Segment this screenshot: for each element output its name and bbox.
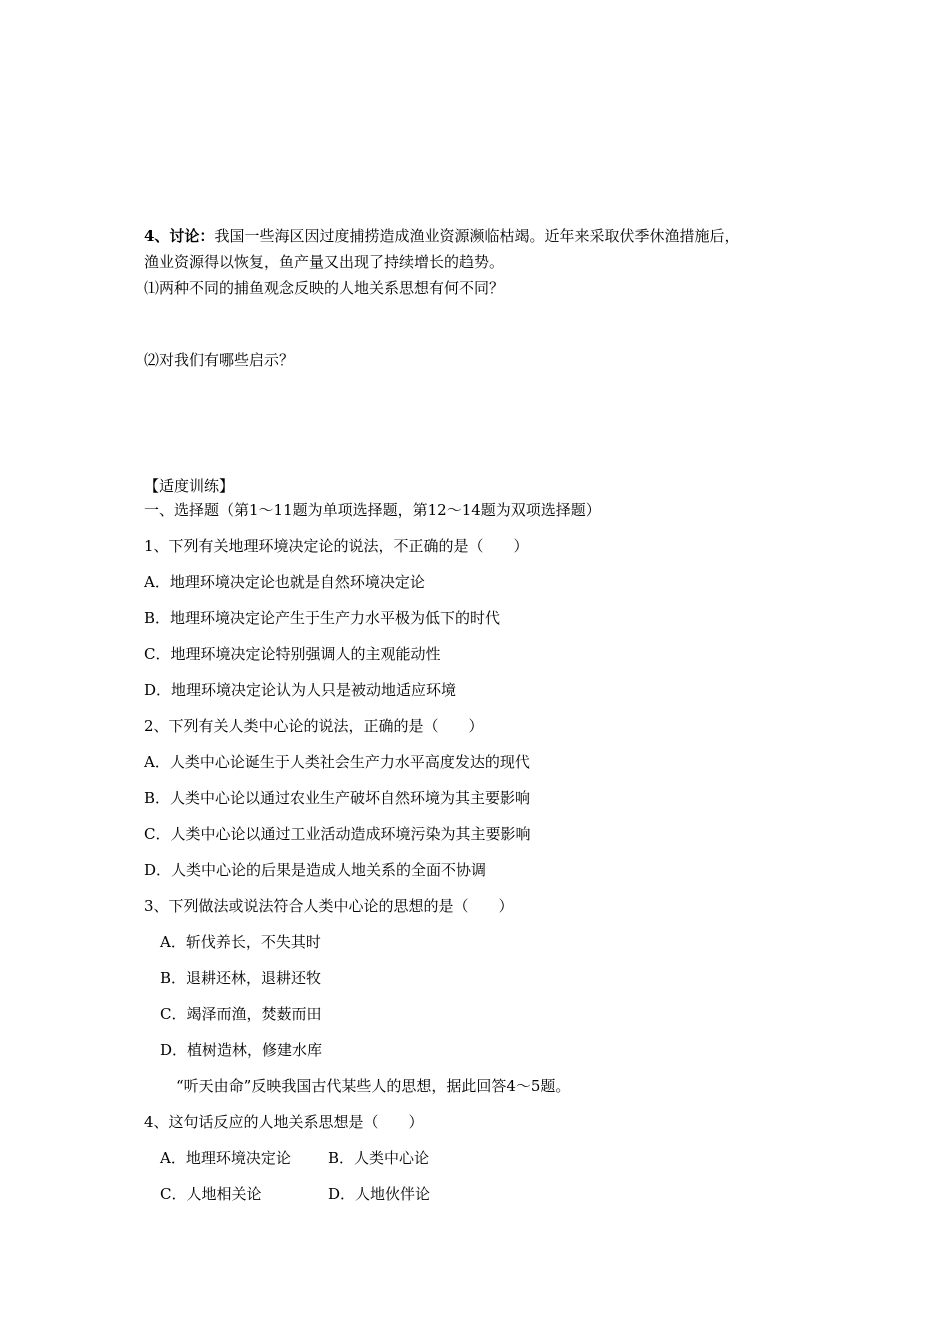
- question-2-stem: 2、下列有关人类中心论的说法，正确的是（ ）: [144, 717, 484, 735]
- training-heading: 【适度训练】: [144, 477, 235, 495]
- question-2-option-d: D．人类中心论的后果是造成人地关系的全面不协调: [144, 861, 487, 879]
- question-1-option-a: A．地理环境决定论也就是自然环境决定论: [144, 573, 425, 591]
- question-4-option-d: D．人地伙伴论: [328, 1185, 431, 1203]
- discussion-text-1: 我国一些海区因过度捕捞造成渔业资源濒临枯竭。近年来采取伏季休渔措施后，: [214, 227, 740, 245]
- question-3-option-a: A．斩伐养长，不失其时: [160, 933, 321, 951]
- discussion-line-1: [144, 226, 739, 246]
- question-1-option-b: B．地理环境决定论产生于生产力水平极为低下的时代: [144, 609, 501, 627]
- question-4-options-row-1: [160, 1148, 560, 1168]
- discussion-question-2: ⑵对我们有哪些启示？: [144, 351, 295, 369]
- discussion-label: 4、讨论：: [144, 227, 215, 245]
- question-2-option-a: A．人类中心论诞生于人类社会生产力水平高度发达的现代: [144, 753, 530, 771]
- question-3-option-c: C．竭泽而渔，焚薮而田: [160, 1005, 322, 1023]
- question-1-option-d: D．地理环境决定论认为人只是被动地适应环境: [144, 681, 457, 699]
- question-4-option-c: C．人地相关论: [160, 1185, 262, 1203]
- question-1-stem: 1、下列有关地理环境决定论的说法，不正确的是（ ）: [144, 537, 529, 555]
- question-3-option-b: B．退耕还林，退耕还牧: [160, 969, 322, 987]
- question-2-option-c: C．人类中心论以通过工业活动造成环境污染为其主要影响: [144, 825, 531, 843]
- question-4-options-row-2: [160, 1184, 560, 1204]
- discussion-text-2: 渔业资源得以恢复，鱼产量又出现了持续增长的趋势。: [144, 253, 505, 271]
- question-2-option-b: B．人类中心论以通过农业生产破坏自然环境为其主要影响: [144, 789, 531, 807]
- question-3-stem: 3、下列做法或说法符合人类中心论的思想的是（ ）: [144, 897, 514, 915]
- question-4-option-b: B．人类中心论: [328, 1149, 430, 1167]
- question-1-option-c: C．地理环境决定论特别强调人的主观能动性: [144, 645, 441, 663]
- question-4-stem: 4、这句话反应的人地关系思想是（ ）: [144, 1113, 424, 1131]
- passage-text: “听天由命”反映我国古代某些人的思想，据此回答4～5题。: [176, 1077, 571, 1095]
- section-title: 一、选择题（第1～11题为单项选择题，第12～14题为双项选择题）: [144, 501, 601, 519]
- question-3-option-d: D．植树造林，修建水库: [160, 1041, 323, 1059]
- question-4-option-a: A．地理环境决定论: [160, 1149, 291, 1167]
- discussion-question-1: ⑴两种不同的捕鱼观念反映的人地关系思想有何不同？: [144, 279, 505, 297]
